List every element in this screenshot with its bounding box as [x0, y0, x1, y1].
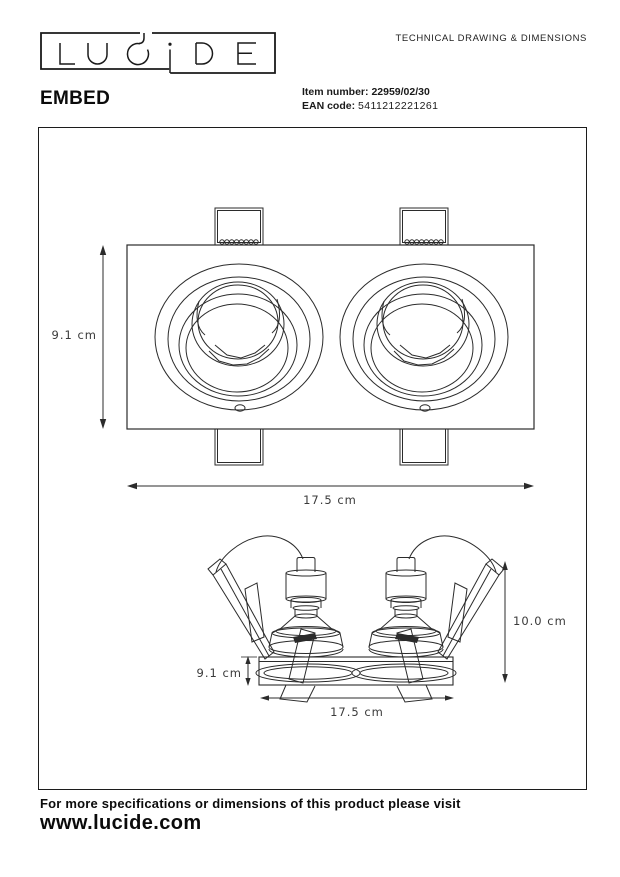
side-view-drawing: [197, 536, 567, 719]
top-view-width-label: 17.5 cm: [303, 493, 357, 507]
side-view-frame-dimension: [241, 656, 257, 686]
lucide-logo: [40, 31, 276, 77]
side-view-height-label: 10.0 cm: [513, 614, 567, 628]
ean-row: [302, 100, 438, 114]
item-info: [302, 86, 438, 113]
document-title: TECHNICAL DRAWING & DIMENSIONS: [395, 33, 587, 44]
top-view-height-dimension: [100, 245, 106, 429]
top-view-height-label: 9.1 cm: [51, 328, 97, 342]
item-number-row: [302, 86, 438, 100]
website-link[interactable]: www.lucide.com: [40, 812, 202, 834]
ean-value: 5411212221261: [358, 99, 439, 112]
drawing-frame: [38, 127, 587, 790]
side-view-width-label: 17.5 cm: [330, 705, 384, 719]
item-number-label: Item number:: [302, 86, 369, 98]
side-view-frame-label: 9.1 cm: [196, 666, 242, 680]
top-view-drawing: [52, 208, 534, 507]
logo-cord: [139, 33, 144, 44]
technical-drawing: [39, 128, 586, 789]
item-number-value: 22959/02/30: [371, 86, 430, 98]
footer-note: For more specifications or dimensions of this product please visit: [40, 796, 461, 811]
product-name: EMBED: [40, 88, 111, 109]
ean-label: EAN code:: [302, 99, 356, 112]
side-view-height-dimension: [502, 561, 508, 683]
logo-letters: [60, 33, 256, 73]
top-view-width-dimension: [127, 483, 534, 489]
